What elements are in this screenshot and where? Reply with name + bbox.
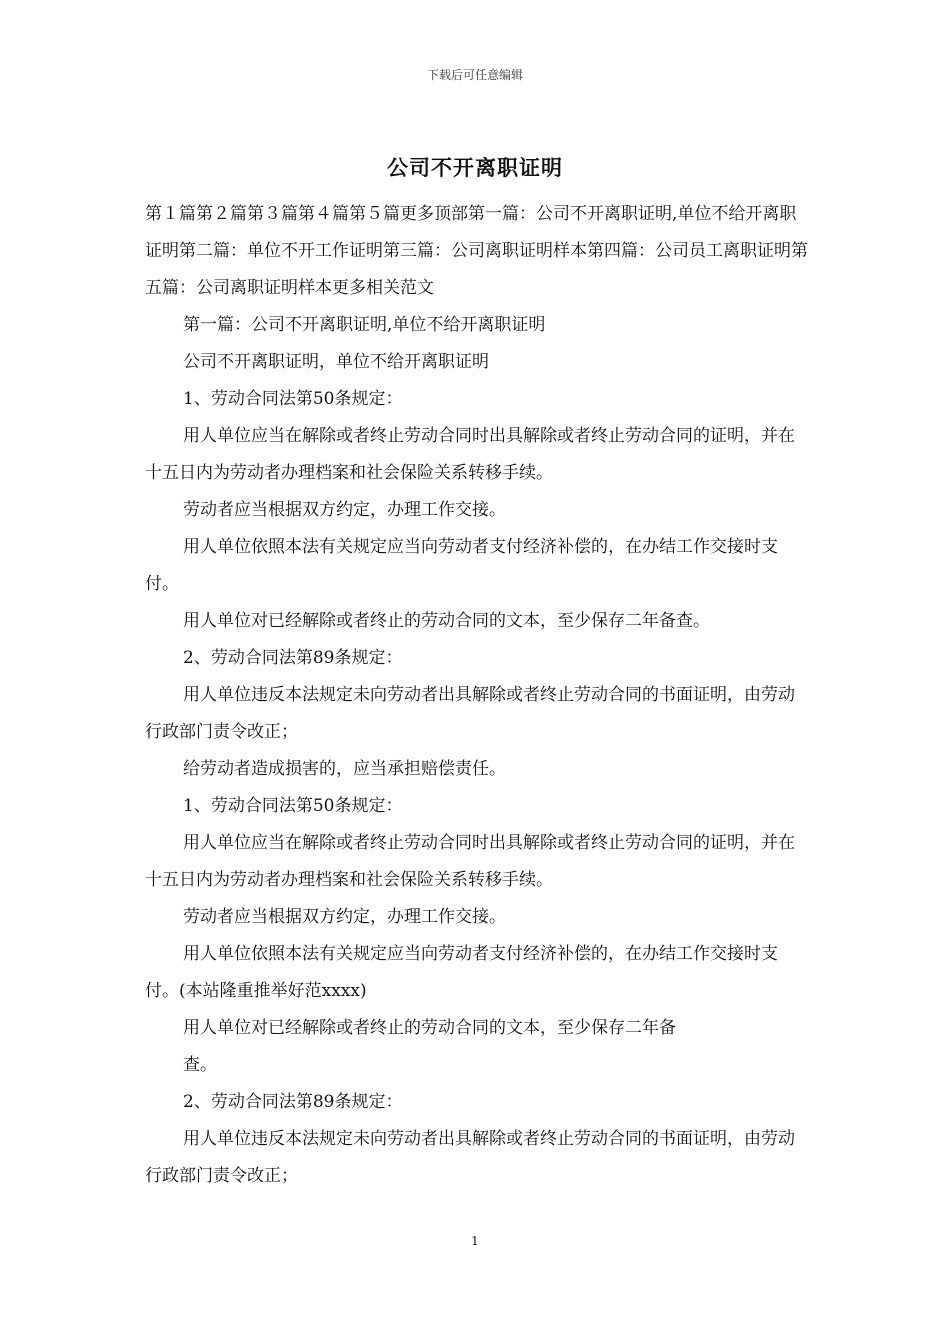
paragraph: 查。 xyxy=(183,1055,217,1075)
paragraph: 劳动者应当根据双方约定，办理工作交接。 xyxy=(183,500,506,520)
paragraph: 公司不开离职证明，单位不给开离职证明 xyxy=(183,352,489,372)
table-of-contents: 第１篇第２篇第３篇第４篇第５篇更多顶部第一篇：公司不开离职证明,单位不给开离职证明第二篇：单位不开工作证明第三篇：公司离职证明样本第四篇：公司员工离职证明第五篇：公司离职证明样本更多相关范文 xyxy=(145,204,808,298)
paragraph: 2、劳动合同法第89条规定： xyxy=(183,648,403,668)
document-title: 公司不开离职证明 xyxy=(387,155,563,180)
paragraph: 1、劳动合同法第50条规定： xyxy=(183,796,403,816)
paragraph: 用人单位违反本法规定未向劳动者出具解除或者终止劳动合同的书面证明，由劳动行政部门责令改正； xyxy=(145,685,795,742)
paragraph: 用人单位依照本法有关规定应当向劳动者支付经济补偿的，在办结工作交接时支付。(本站隆重推举好范xxxx) xyxy=(145,944,778,1001)
document-body xyxy=(145,196,810,1195)
page-header-note: 下载后可任意编辑 xyxy=(426,68,523,82)
paragraph: 给劳动者造成损害的，应当承担赔偿责任。 xyxy=(183,759,506,779)
paragraph: 1、劳动合同法第50条规定： xyxy=(183,389,403,409)
paragraph: 用人单位违反本法规定未向劳动者出具解除或者终止劳动合同的书面证明，由劳动行政部门责令改正； xyxy=(145,1129,795,1186)
paragraph: 2、劳动合同法第89条规定： xyxy=(183,1092,403,1112)
paragraph: 用人单位应当在解除或者终止劳动合同时出具解除或者终止劳动合同的证明，并在十五日内为劳动者办理档案和社会保险关系转移手续。 xyxy=(145,426,795,483)
paragraph: 第一篇：公司不开离职证明,单位不给开离职证明 xyxy=(183,315,546,335)
page-number: 1 xyxy=(471,1234,479,1248)
paragraph: 用人单位依照本法有关规定应当向劳动者支付经济补偿的，在办结工作交接时支付。 xyxy=(145,537,778,594)
paragraph: 用人单位对已经解除或者终止的劳动合同的文本，至少保存二年备查。 xyxy=(183,611,710,631)
paragraph: 用人单位应当在解除或者终止劳动合同时出具解除或者终止劳动合同的证明，并在十五日内为劳动者办理档案和社会保险关系转移手续。 xyxy=(145,833,795,890)
paragraph: 劳动者应当根据双方约定，办理工作交接。 xyxy=(183,907,506,927)
paragraph: 用人单位对已经解除或者终止的劳动合同的文本，至少保存二年备 xyxy=(183,1018,676,1038)
